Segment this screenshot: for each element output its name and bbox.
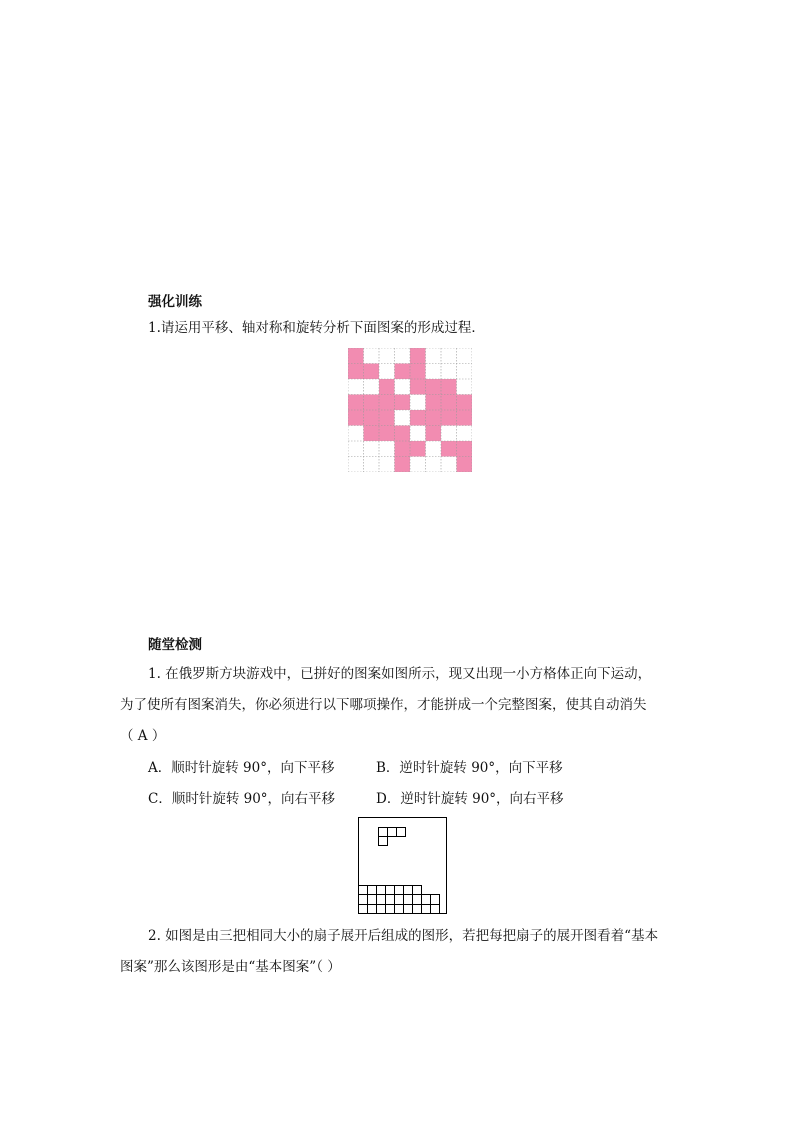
pattern-cell: [379, 410, 395, 426]
quiz-q1-line1: 1. 在俄罗斯方块游戏中，已拼好的图案如图所示，现又出现一小方格体正向下运动，: [148, 666, 652, 682]
pattern-cell: [395, 457, 411, 473]
pattern-cell: [441, 379, 457, 395]
pattern-cell: [395, 364, 411, 380]
bottom-stack: [359, 886, 440, 914]
tile-pattern-figure: [348, 348, 472, 472]
pattern-cell: [348, 364, 364, 380]
pattern-cell: [410, 364, 426, 380]
pattern-cell: [457, 441, 473, 457]
pattern-cell: [457, 395, 473, 411]
pattern-cell: [379, 395, 395, 411]
quiz-q2-line2: 图案”那么该图形是由“基本图案”（ ）: [120, 959, 341, 975]
pattern-cell: [395, 395, 411, 411]
pattern-cell: [348, 348, 364, 364]
tetris-figure: [358, 817, 450, 915]
option-c: C．顺时针旋转 90°，向右平移: [148, 791, 336, 807]
quiz-q1-line2: 为了使所有图案消失，你必须进行以下哪项操作，才能拼成一个完整图案，使其自动消失: [120, 697, 647, 713]
pattern-cell: [457, 410, 473, 426]
pattern-cell: [441, 410, 457, 426]
pattern-cell: [364, 395, 380, 411]
quiz-q2-line1: 2. 如图是由三把相同大小的扇子展开后组成的图形，若把每把扇子的展开图看着“基本: [148, 928, 659, 944]
pattern-cell: [395, 441, 411, 457]
pattern-cell: [410, 348, 426, 364]
pattern-cell: [426, 379, 442, 395]
section-heading-training: 强化训练: [148, 294, 202, 310]
option-b: B．逆时针旋转 90°，向下平移: [376, 760, 563, 776]
pattern-cell: [441, 395, 457, 411]
pattern-cell: [441, 441, 457, 457]
pattern-cell: [426, 426, 442, 442]
pattern-cell: [410, 441, 426, 457]
section-heading-quiz: 随堂检测: [148, 637, 202, 653]
pattern-cell: [379, 426, 395, 442]
pattern-cell: [348, 395, 364, 411]
tetris-frame: [359, 818, 447, 914]
option-d: D．逆时针旋转 90°，向右平移: [376, 791, 564, 807]
question-1-text: 1.请运用平移、轴对称和旋转分析下面图案的形成过程．: [148, 320, 485, 336]
pattern-cell: [364, 364, 380, 380]
pattern-cell: [457, 457, 473, 473]
pattern-cell: [426, 410, 442, 426]
quiz-q1-answer: （ A ）: [120, 728, 166, 744]
pattern-cell: [426, 395, 442, 411]
falling-piece: [379, 828, 406, 846]
pattern-cell: [410, 379, 426, 395]
pattern-cell: [379, 379, 395, 395]
pattern-cell: [410, 410, 426, 426]
option-a: A．顺时针旋转 90°，向下平移: [148, 760, 335, 776]
pattern-cell: [348, 410, 364, 426]
pattern-cell: [364, 426, 380, 442]
pattern-cell: [395, 426, 411, 442]
pattern-cell: [364, 410, 380, 426]
